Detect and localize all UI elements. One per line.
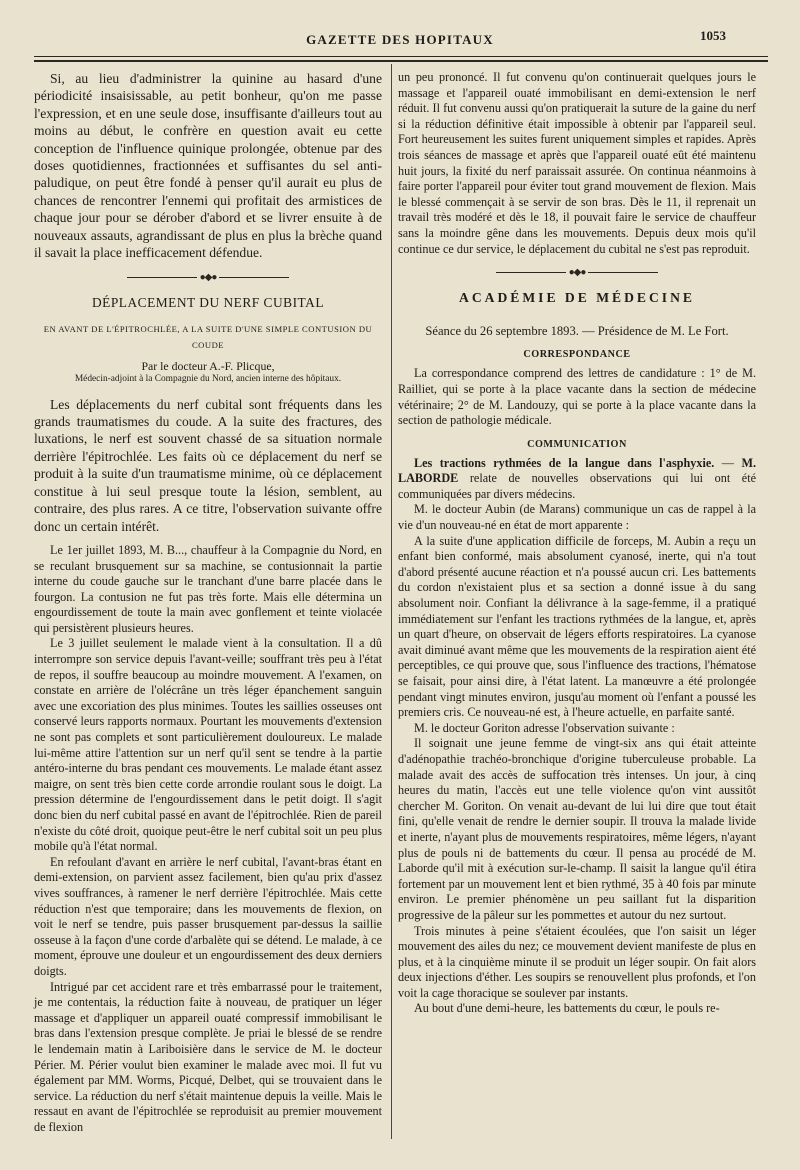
topic-title: Les tractions rythmées de la langue dans l'asphyxie. <box>414 455 715 470</box>
academy-title: ACADÉMIE DE MÉDECINE <box>459 290 695 306</box>
communication-heading: COMMUNICATION <box>527 438 627 450</box>
topic-paragraph: Les tractions rythmées de la langue dans l'asphyxie. — M. LABORDE relate de nouvelles observations qui lui ont été communiquées par divers médecins. <box>398 455 756 501</box>
intro-paragraph: Si, au lieu d'administrer la quinine au hasard d'une périodicité insaisissable, au petit bonheur, qu'on me passe l'expression, et en une seule dose, insuffisante d'ailleurs tout au moins au début, le confrère en question avait eu cette conception de l'influence quinique prolongée, obtenue par des doses quotidiennes, fractionnées et suffisantes du sel anti-paludique, on peut être fondé à penser qu'il aurait eu plus de chances de rencontrer l'ennemi qui profitait des armistices de chaque jour pour se dérober d'abord et se livrer ensuite à de nouveaux assauts, agrandissant de plus en plus la brèche quand il savait la place inefficacement défendue. <box>34 71 382 261</box>
body-paragraph: Le 3 juillet seulement le malade vient à la consultation. Il a dû interrompre son service depuis l'avant-veille; souffrant très peu à l'état de repos, il souffre beaucoup au moindre mouvement. A l'examen, on constate en arrière de l'olécrâne un très léger épanchement sanguin avec une excoriation des plus minimes. Toutes les saillies osseuses ont conservé leurs rapports normaux. Pourtant les mouvements d'extension ne sont pas complets et sont particulièrement douloureux. Le malade lui-même attire l'attention sur un nerf qu'il sent se tendre à la partie antéro-interne du bras pendant ces mouvements. Le malade étant assez maigre, on sent très bien cette corde arrondie roulant sous le doigt. La pression détermine de l'engourdissement dans le petit doigt. Il s'agit donc bien du nerf cubital passé en avant de l'épitrochlée. Rien de pareil n'existe du côté droit, quoique peut-être le nerf cubital soit un peu plus mobile qu'à l'état normal. <box>34 636 382 854</box>
header-rule <box>34 56 768 57</box>
article-byline: Par le docteur A.-F. Plicque, <box>141 358 275 373</box>
session-line: Séance du 26 septembre 1893. — Présidence de M. Le Fort. <box>425 324 729 339</box>
author-affiliation: Médecin-adjoint à la Compagnie du Nord, ancien interne des hôpitaux. <box>74 373 342 384</box>
correspondence-text: La correspondance comprend des lettres de candidature : 1° de M. Railliet, qui se porte à la place vacante dans la section de médecine vétérinaire; 2° de M. Landouzy, qui se porte à la place vacante dans la section de pathologie médicale. <box>398 366 756 428</box>
body-paragraph: Trois minutes à peine s'étaient écoulées, que l'on saisit un léger mouvement des ailes du nez; ce mouvement devient manifeste de plus en plus, et à la cinquième minute il se produit un léger soupir. On fait alors deux injections d'éther. Les soupirs se renouvellent plus profonds, et l'on voit la cage thoracique se soulever par instants. <box>398 923 756 1000</box>
body-paragraph: En refoulant d'avant en arrière le nerf cubital, l'avant-bras étant en demi-extension, on parvient assez facilement, bien qu'au prix d'assez vives souffrances, à ramener le nerf derrière l'épitrochlée. Mais cette réduction n'est que temporaire; dans les mouvements de flexion, on voit le nerf se tendre, puis passer brusquement par-dessus la saillie osseuse à la façon d'une corde d'arbalète qui se détend. Le malade, à ce moment, éprouve une douleur et un engourdissement des deux derniers doigts. <box>34 854 382 978</box>
running-head: GAZETTE DES HOPITAUX <box>306 32 494 47</box>
section-ornament: ●◆● <box>398 267 756 278</box>
right-column <box>398 70 756 1017</box>
column-divider <box>391 64 392 1139</box>
body-paragraph: Intrigué par cet accident rare et très embarrassé pour le traitement, je me contentais, la réduction faite à nouveau, de pratiquer un léger massage et d'appliquer un appareil ouaté compressif immobilisant le bras dans l'extension presque complète. Je priai le blessé de se rendre le lendemain matin à Lariboisière dans le service de M. le docteur Périer. M. Périer voulut bien examiner le malade avec moi. Il fut vu également par MM. Worms, Picqué, Delbet, qui se trouvaient dans le service. La réduction du nerf s'était maintenue depuis la veille. Mais le ressaut en avant de l'épitrochlée se reproduisit au premier mouvement de flexion <box>34 979 382 1134</box>
topic-text: relate de nouvelles observations qui lui ont été communiquées par divers médecins. <box>398 471 756 501</box>
correspondence-heading: CORRESPONDANCE <box>523 349 631 361</box>
body-paragraph: Au bout d'une demi-heure, les battements du cœur, le pouls re- <box>414 1001 720 1016</box>
article-title: DÉPLACEMENT DU NERF CUBITAL <box>91 294 324 310</box>
header-rule-thick <box>34 60 768 62</box>
page-number: 1053 <box>700 28 726 43</box>
lead-paragraph: Les déplacements du nerf cubital sont fréquents dans les grands traumatismes du coude. A la suite des fractures, des luxations, le nerf est souvent chassé de sa situation normale derrière l'épitrochlée. Les faits où ce déplacement du nerf se produit à la suite d'un traumatisme minime, où ce déplacement constitue à lui seul presque toute la lésion, semblent, au contraire, des plus rares. A ce titre, l'observation suivante offre donc un certain intérêt. <box>34 396 382 534</box>
continuation-paragraph: un peu prononcé. Il fut convenu qu'on continuerait quelques jours le massage et l'appareil ouaté immobilisant en demi-extension le nerf réduit. Il fut convenu aussi qu'on pratiquerait la suture de la gaine du nerf si la réduction définitive était impossible à obtenir par l'appareil seul. Fort heureusement les suites furent uniquement simples et rapides. Après trois séances de massage et après que l'appareil ouaté eût été maintenu huit jours, la fixité du nerf paraissait assurée. On continua néanmoins à faire porter l'appareil pour éviter tout grand mouvement de flexion. Mais le blessé commençait à se servir de son bras. Dès le 11, il reprenait un travail très modéré et dès le 18, il pouvait faire le service de chauffeur sans la moindre gêne dans les mouvements. Depuis deux mois qu'il continue ce dur service, le déplacement du cubital ne s'est pas reproduit. <box>398 70 756 256</box>
body-paragraph: M. le docteur Aubin (de Marans) communique un cas de rappel à la vie d'un nouveau-né en état de mort apparente : <box>398 502 756 533</box>
left-column <box>34 70 382 1135</box>
body-paragraph: M. le docteur Goriton adresse l'observation suivante : <box>414 720 675 735</box>
body-paragraph: Il soignait une jeune femme de vingt-six ans qui était atteinte d'adénopathie trachéo-bronchique d'origine tuberculeuse probable. La malade avait des accès de suffocation très intenses. Un jour, à cinq heures du matin, l'accès eut une telle violence qu'on vint aussitôt chercher M. Goriton. On venait au-devant de lui lui dire que tout était fini, qu'elle venait de rendre le dernier soupir. Il trouva la malade livide et inerte, n'ayant plus de mouvements respiratoires, même légers, n'ayant plus de pouls ni de battements du cœur. Il pensa au procédé de M. Laborde qu'il mit à exécution sur-le-champ. Il saisit la langue qu'il étira fortement par un mouvement lent et bien rythmé, 35 à 40 fois par minute environ. Le premier phénomène un peu saillant fut la disparition progressive de la pâleur sur les pommettes et autour du nez surtout. <box>398 736 756 922</box>
body-paragraph: A la suite d'une application difficile de forceps, M. Aubin a reçu un enfant bien conformé, mais absolument cyanosé, inerte, qui n'a tout d'abord présenté aucune réaction et n'a poussé aucun cri. Les battements du cordon n'existaient plus et sa section a donné issue à du sang absolument noir. Confiant la délivrance à la sage-femme, il a pratiqué immédiatement sur l'enfant les tractions rythmées de la langue, et, après un quart d'heure, on observait de légers efforts respiratoires. La cyanose avait diminué avant même que les mouvements de la respiration aient été perceptibles, ce qui prouve que, sous l'influence des tractions, l'hématose se faisait, pour ainsi dire, à l'état latent. La manœuvre a été prolongée pendant vingt minutes environ, jusqu'au moment où l'enfant a poussé les premiers cris. Ce nouveau-né est, à l'heure actuelle, en parfaite santé. <box>398 533 756 720</box>
body-paragraph: Le 1er juillet 1893, M. B..., chauffeur à la Compagnie du Nord, en se reculant brusquement sur sa machine, se contusionnait la partie interne du coude gauche sur le tranchant d'une barre placée dans le fourgon. La contusion ne fut pas très forte. Mais elle détermina un engourdissement de toute la main avec gonflement et teinte violacée qui persistèrent plusieurs heures. <box>34 542 382 635</box>
topic-speaker: M. LABORDE <box>398 455 756 486</box>
article-subtitle: EN AVANT DE L'ÉPITROCHLÉE, A LA SUITE D'UNE SIMPLE CONTUSION DU COUDE <box>43 323 373 350</box>
section-ornament: ●◆● <box>34 271 382 282</box>
